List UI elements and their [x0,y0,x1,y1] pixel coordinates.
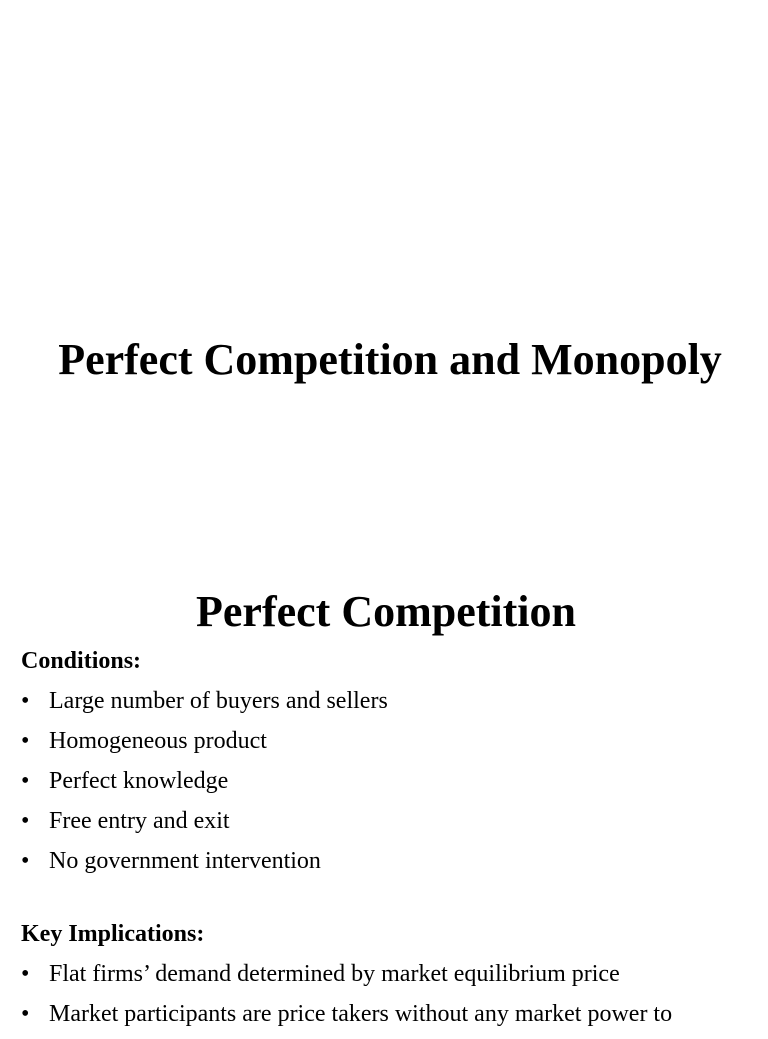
bullet-icon: • [21,961,30,987]
list-item-text: Free entry and exit [49,808,230,834]
list-item-text: Homogeneous product [49,728,267,754]
bullet-icon: • [21,848,30,874]
bullet-icon: • [21,1001,30,1027]
implications-heading: Key Implications: [21,921,205,947]
bullet-icon: • [21,688,30,714]
slide-title: Perfect Competition and Monopoly [58,335,722,384]
list-item-text: Flat firms’ demand determined by market equilibrium price [49,961,620,987]
bullet-icon: • [21,728,30,754]
list-item-text: Market participants are price takers without any market power to [49,1001,673,1027]
list-item-text: Perfect knowledge [49,768,229,794]
bullet-icon: • [21,768,30,794]
list-item-text: Large number of buyers and sellers [49,688,388,714]
list-item-text: No government intervention [49,848,321,874]
bullet-icon: • [21,808,30,834]
section-title: Perfect Competition [196,587,576,636]
conditions-heading: Conditions: [21,648,142,674]
